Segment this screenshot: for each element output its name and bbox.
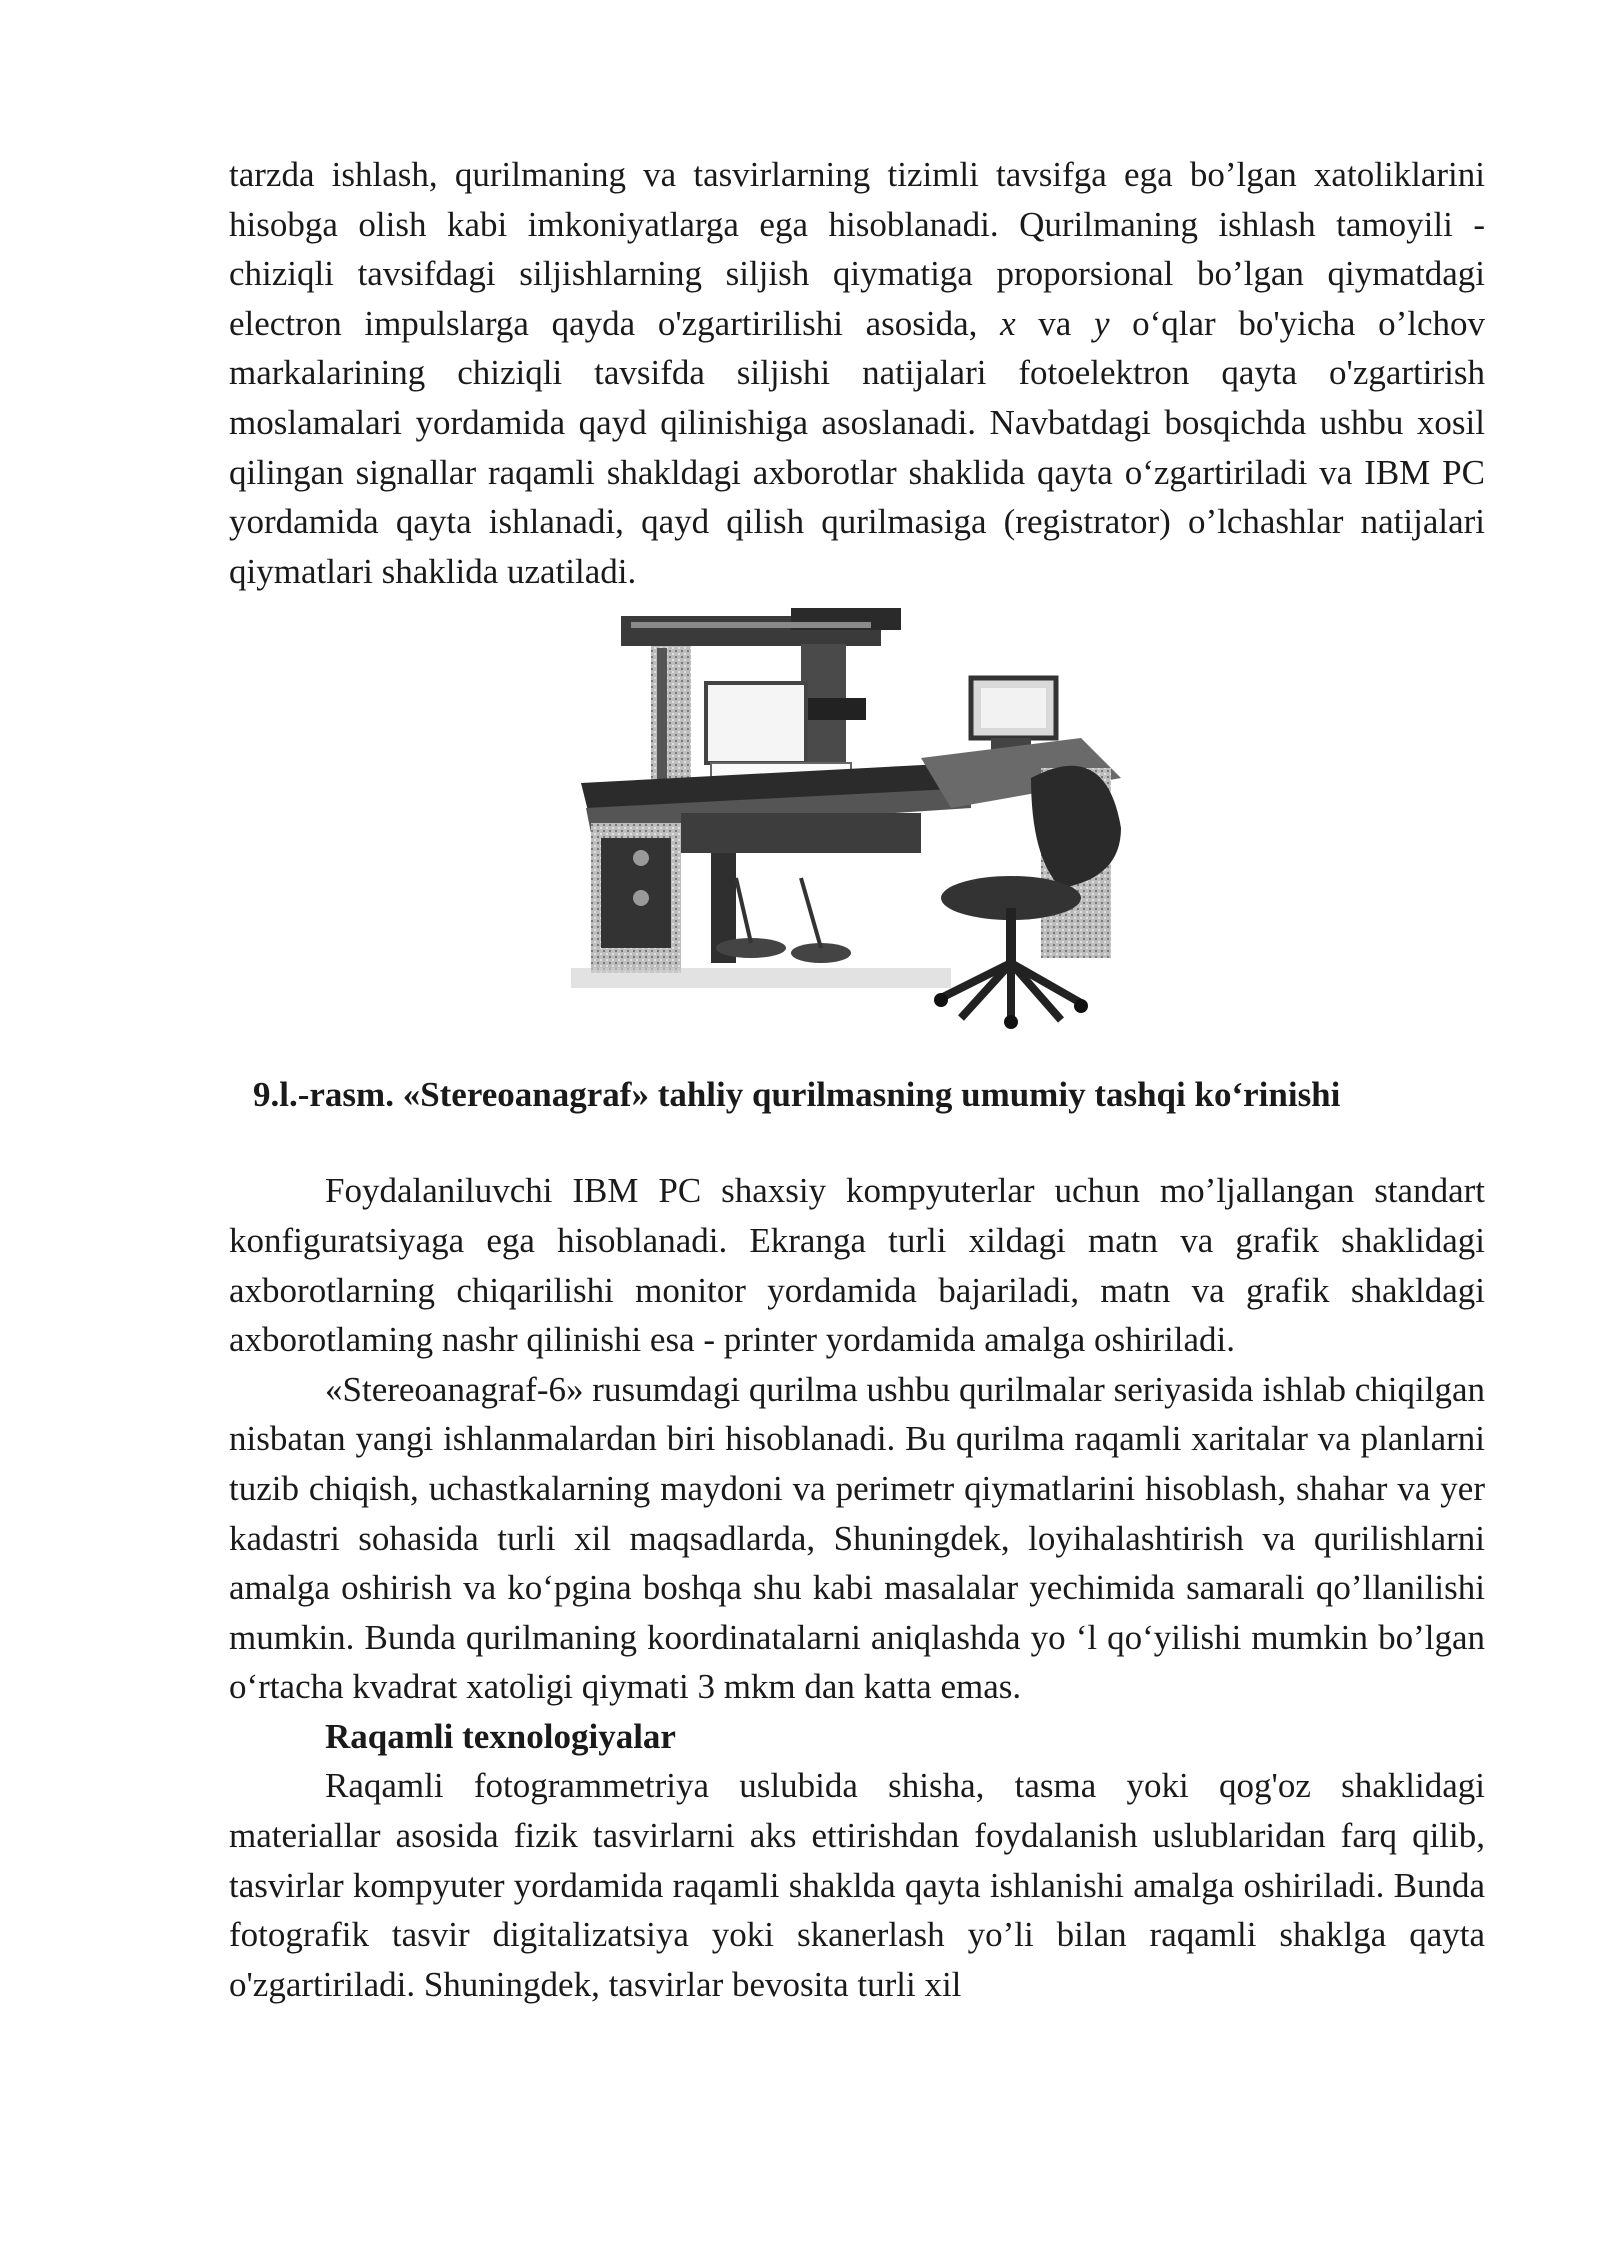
page-content xyxy=(229,150,1485,2009)
paragraph-1-rest: o‘qlar bo'yicha o’lchov markalarining chiziqli tavsifda siljishi natijalari fotoelektron qayta o'zgartirish moslamalari yordamida qayd qilinishiga asoslanadi. Navbatdagi bosqichda ushbu xosil qilingan signallar raqamli shakldagi axborotlar shaklida qayta o‘zgartiriladi va IBM PC yordamida qayta ishlanadi, qayd qilish qurilmasiga (registrator) o’lchashlar natijalari qiymatlari shaklida uzatiladi. xyxy=(229,303,1485,591)
stereoanagraph-photo xyxy=(561,608,1161,1038)
figure-photo xyxy=(229,608,1485,1070)
paragraph-1-conjunction: va xyxy=(1015,303,1094,343)
paragraph-2: Foydalaniluvchi IBM PC shaxsiy kompyuterlar uchun mo’ljallangan standart konfiguratsiyaga ega hisoblanadi. Ekranga turli xildagi matn va grafik shaklidagi axborotlarning chiqarilishi monitor yordamida bajariladi, matn va grafik shakldagi axborotlaming nashr qilinishi esa - printer yordamida amalga oshiriladi. xyxy=(229,1171,1485,1360)
section-heading: Raqamli texnologiyalar xyxy=(325,1716,676,1756)
spacer xyxy=(229,1120,1485,1166)
paragraph-1-text: tarzda ishlash, qurilmaning va tasvirlarning tizimli tavsifga ega bo’lgan xatoliklarini hisobga olish kabi imkoniyatlarga ega hisoblanadi. Qurilmaning ishlash tamoyili - chiziqli tavsifdagi siljishlarning siljish qiymatiga proporsional bo’lgan qiymatdagi electron impulslarga qayda o'zgartirilishi asosida, xyxy=(229,155,1485,343)
paragraph-4: Raqamli fotogrammetriya uslubida shisha, tasma yoki qog'oz shaklidagi materiallar asosida fizik tasvirlarni aks ettirishdan foydalanish uslublaridan farq qilib, tasvirlar kompyuter yordamida raqamli shaklda qayta ishlanishi amalga oshiriladi. Bunda fotografik tasvir digitalizatsiya yoki skanerlash yo’li bilan raqamli shaklga qayta o'zgartiriladi. Shuningdek, tasvirlar bevosita turli xil xyxy=(229,1766,1485,2004)
figure-caption: 9.l.-rasm. «Stereoanagraf» tahliy qurilmasning umumiy tashqi ko‘rinishi xyxy=(253,1075,1341,1115)
variable-y: y xyxy=(1093,303,1110,343)
paragraph-3: «Stereoanagraf-6» rusumdagi qurilma ushbu qurilmalar seriyasida ishlab chiqilgan nisbatan yangi ishlanmalardan biri hisoblanadi. Bu qurilma raqamli xaritalar va planlarni tuzib chiqish, uchastkalarning maydoni va perimetr qiymatlarini hisoblash, shahar va yer kadastri sohasida turli xil maqsadlarda, Shuningdek, loyihalashtirish va qurilishlarni amalga oshirish va ko‘pgina boshqa shu kabi masalalar yechimida samarali qo’llanilishi mumkin. Bunda qurilmaning koordinatalarni aniqlashda yo ‘l qo‘yilishi mumkin bo’lgan o‘rtacha kvadrat xatoligi qiymati 3 mkm dan katta emas. xyxy=(229,1369,1485,1707)
paragraph-1 xyxy=(229,150,1485,596)
variable-x: x xyxy=(1000,303,1016,343)
